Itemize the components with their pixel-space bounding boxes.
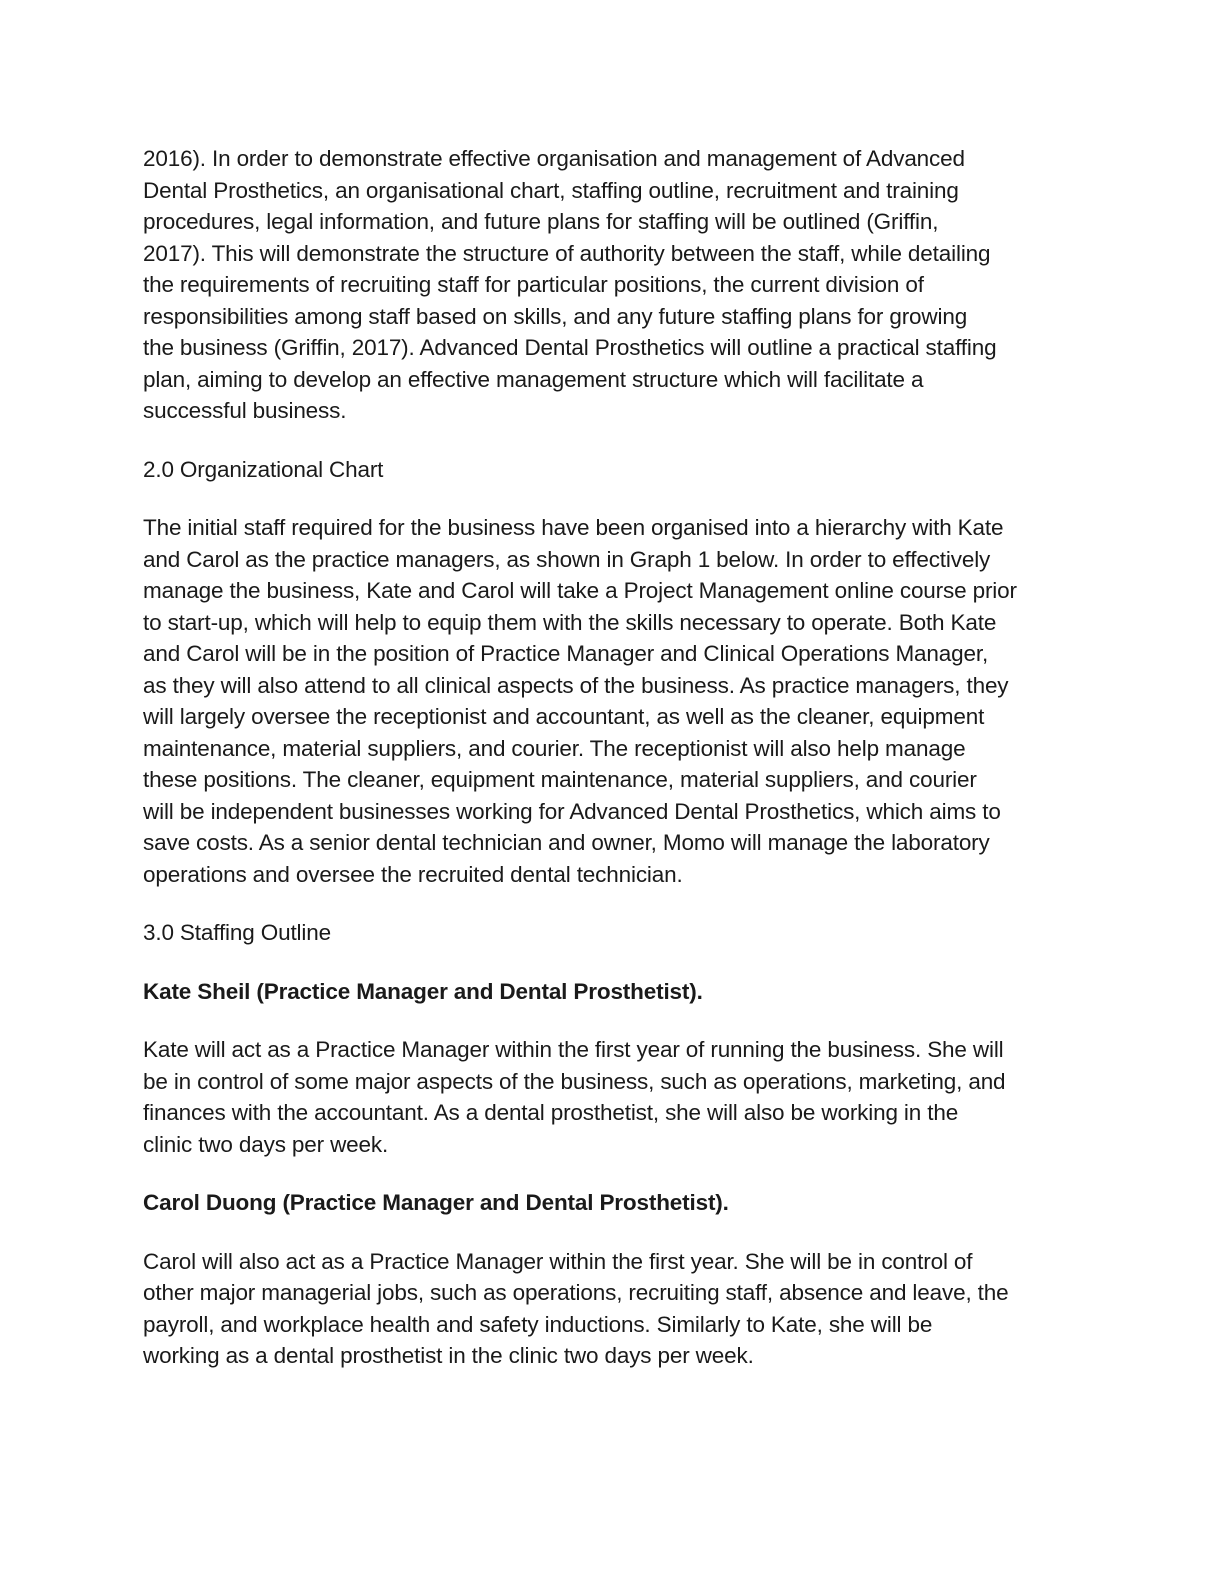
paragraph-line: to start-up, which will help to equip them with the skills necessary to operate. Both Kate xyxy=(143,609,997,635)
paragraph-line: payroll, and workplace health and safety inductions. Similarly to Kate, she will be xyxy=(143,1311,933,1337)
paragraph-line: these positions. The cleaner, equipment maintenance, material suppliers, and courier xyxy=(143,767,977,792)
paragraph-line: Kate will act as a Practice Manager within the first year of running the business. She will xyxy=(143,1037,1004,1062)
paragraph-line: finances with the accountant. As a dental prosthetist, she will also be working in the xyxy=(143,1100,959,1125)
paragraph-line: and Carol will be in the position of Practice Manager and Clinical Operations Manager, xyxy=(143,641,989,666)
paragraph-line: maintenance, material suppliers, and courier. The receptionist will also help manage xyxy=(143,735,966,761)
paragraph-line: responsibilities among staff based on skills, and any future staffing plans for growing xyxy=(143,303,968,329)
carol-role-paragraph xyxy=(143,1246,1078,1372)
paragraph-line: manage the business, Kate and Carol will take a Project Management online course prior xyxy=(143,578,1017,603)
paragraph-line: 2017). This will demonstrate the structure of authority between the staff, while detailing xyxy=(143,240,991,266)
paragraph-line: other major managerial jobs, such as operations, recruiting staff, absence and leave, the xyxy=(143,1280,1009,1305)
kate-role-paragraph xyxy=(143,1034,1078,1160)
paragraph-line: as they will also attend to all clinical aspects of the business. As practice managers, they xyxy=(143,672,1009,698)
paragraph-line: the business (Griffin, 2017). Advanced Dental Prosthetics will outline a practical staffing xyxy=(143,335,997,360)
paragraph-line: the requirements of recruiting staff for particular positions, the current division of xyxy=(143,272,924,297)
paragraph-line: working as a dental prosthetist in the clinic two days per week. xyxy=(143,1343,754,1368)
paragraph-line: will largely oversee the receptionist and accountant, as well as the cleaner, equipment xyxy=(143,704,985,729)
paragraph-line: Carol will also act as a Practice Manager within the first year. She will be in control of xyxy=(143,1248,973,1274)
paragraph-line: procedures, legal information, and future plans for staffing will be outlined (Griffin, xyxy=(143,209,939,234)
paragraph-line: plan, aiming to develop an effective management structure which will facilitate a xyxy=(143,366,924,392)
organizational-chart-paragraph xyxy=(143,512,1078,890)
paragraph-line: save costs. As a senior dental technician and owner, Momo will manage the laboratory xyxy=(143,830,990,855)
paragraph-line: operations and oversee the recruited dental technician. xyxy=(143,861,683,887)
paragraph-line: be in control of some major aspects of the business, such as operations, marketing, and xyxy=(143,1068,1006,1094)
paragraph-line: successful business. xyxy=(143,398,347,423)
paragraph-line: and Carol as the practice managers, as shown in Graph 1 below. In order to effectively xyxy=(143,546,991,572)
paragraph-line: The initial staff required for the business have been organised into a hierarchy with Kate xyxy=(143,515,1004,540)
role-heading-text: Carol Duong (Practice Manager and Dental Prosthetist). xyxy=(143,1190,729,1215)
section-heading-text: 3.0 Staffing Outline xyxy=(143,920,331,945)
paragraph-line: Dental Prosthetics, an organisational chart, staffing outline, recruitment and training xyxy=(143,177,959,203)
kate-role-heading xyxy=(143,976,1078,1008)
role-heading-text: Kate Sheil (Practice Manager and Dental Prosthetist). xyxy=(143,978,703,1004)
paragraph-line: will be independent businesses working for Advanced Dental Prosthetics, which aims to xyxy=(143,798,1001,824)
paragraph-line: 2016). In order to demonstrate effective organisation and management of Advanced xyxy=(143,146,965,171)
paragraph-line: clinic two days per week. xyxy=(143,1131,389,1157)
section-heading-staffing-outline xyxy=(143,917,1078,949)
carol-role-heading xyxy=(143,1187,1078,1219)
document-page xyxy=(143,143,1078,1372)
section-heading-text: 2.0 Organizational Chart xyxy=(143,456,384,482)
section-heading-organizational-chart xyxy=(143,454,1078,486)
intro-paragraph xyxy=(143,143,1078,427)
